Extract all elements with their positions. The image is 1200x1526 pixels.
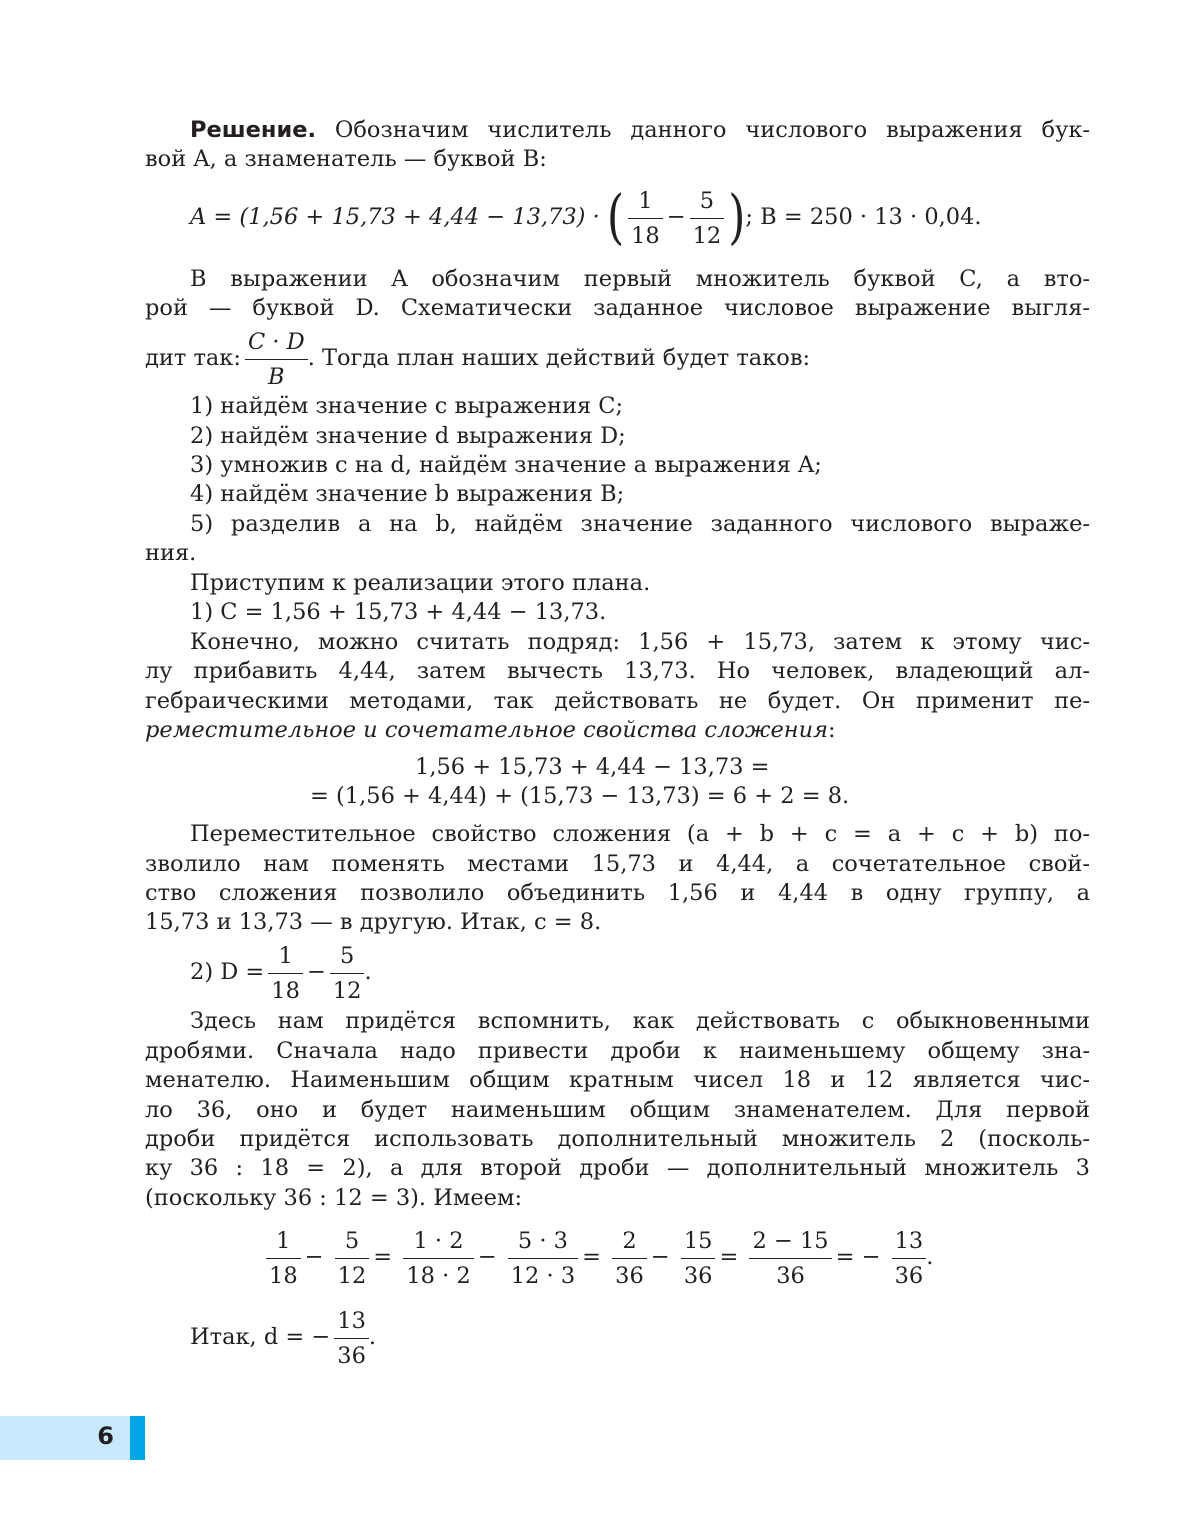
text-line: рой — буквой D. Схематически заданное числовое выражение выгля- bbox=[145, 293, 1090, 323]
page-number-accent bbox=[130, 1416, 145, 1460]
text-line: лу прибавить 4,44, затем вычесть 13,73. Но человек, владеющий ал- bbox=[145, 656, 1090, 686]
fraction-equation: 1 18 − 5 12 = 1 · 2 18 · 2 − 5 · 3 12 · 3 = 2 36 − 15 36 = 2 − 15 36 = − 13 36 . bbox=[262, 1217, 933, 1297]
plan-item: 4) найдём значение b выражения B; bbox=[190, 479, 1090, 509]
plan-item: 3) умножив c на d, найдём значение a выражения A; bbox=[190, 450, 1090, 480]
page-number-tab bbox=[0, 1416, 130, 1460]
plan-item-cont: ния. bbox=[145, 538, 1090, 568]
equation-line: 1,56 + 15,73 + 4,44 − 13,73 = bbox=[415, 752, 770, 782]
text-line: дит так: C · D B . Тогда план наших действий будет таков: bbox=[145, 318, 810, 398]
plan-item: 2) найдём значение d выражения D; bbox=[190, 421, 1090, 451]
step-1: 1) C = 1,56 + 15,73 + 4,44 − 13,73. bbox=[190, 597, 1090, 627]
text-line: В выражении A обозначим первый множитель буквой C, а вто- bbox=[190, 264, 1090, 294]
step-2: 2) D = 1 18 − 5 12 . bbox=[190, 932, 372, 1012]
page-number: 6 bbox=[97, 1422, 114, 1450]
text-line: Конечно, можно считать подряд: 1,56 + 15,73, затем к этому чис- bbox=[190, 627, 1090, 657]
plan-item: 5) разделив a на b, найдём значение заданного числового выраже- bbox=[190, 509, 1090, 539]
text-line: менателю. Наименьшим общим кратным чисел 18 и 12 является чис- bbox=[145, 1065, 1090, 1095]
text-line: ло 36, оно и будет наименьшим общим знаменателем. Для первой bbox=[145, 1095, 1090, 1125]
text-line: ку 36 : 18 = 2), а для второй дроби — дополнительный множитель 3 bbox=[145, 1153, 1090, 1183]
equation-line: = (1,56 + 4,44) + (15,73 − 13,73) = 6 + 2 = 8. bbox=[310, 781, 849, 811]
text-line: Здесь нам придётся вспомнить, как действовать с обыкновенными bbox=[190, 1006, 1090, 1036]
textbook-page bbox=[0, 0, 1200, 1526]
text-line: Приступим к реализации этого плана. bbox=[190, 568, 1090, 598]
text-line: вой A, а знаменатель — буквой B: bbox=[145, 144, 1090, 174]
text-line: зволило нам поменять местами 15,73 и 4,44, а сочетательное свой- bbox=[145, 849, 1090, 879]
text-line: реместительное и сочетательное свойства сложения: bbox=[145, 715, 1090, 745]
text-line: 15,73 и 13,73 — в другую. Итак, c = 8. bbox=[145, 907, 1090, 937]
text-line: ство сложения позволило объединить 1,56 и 4,44 в одну группу, а bbox=[145, 878, 1090, 908]
solution-label: Решение. bbox=[190, 117, 316, 143]
text-line: Переместительное свойство сложения (a + b + c = a + c + b) по- bbox=[190, 819, 1090, 849]
text-line: дроби придётся использовать дополнительный множитель 2 (посколь- bbox=[145, 1124, 1090, 1154]
text-line: гебраическими методами, так действовать не будет. Он применит пе- bbox=[145, 686, 1090, 716]
result-d: Итак, d = − 13 36 . bbox=[190, 1297, 376, 1377]
text-line: (поскольку 36 : 12 = 3). Имеем: bbox=[145, 1183, 1090, 1213]
text-line: дробями. Сначала надо привести дроби к наименьшему общему зна- bbox=[145, 1036, 1090, 1066]
plan-item: 1) найдём значение c выражения C; bbox=[190, 391, 1090, 421]
formula-a-b: A = (1,56 + 15,73 + 4,44 − 13,73) · ( 1 18 − 5 12 ); B = 250 · 13 · 0,04. bbox=[190, 177, 982, 257]
text-line: Решение. Обозначим числитель данного числового выражения бук- bbox=[190, 115, 1090, 145]
